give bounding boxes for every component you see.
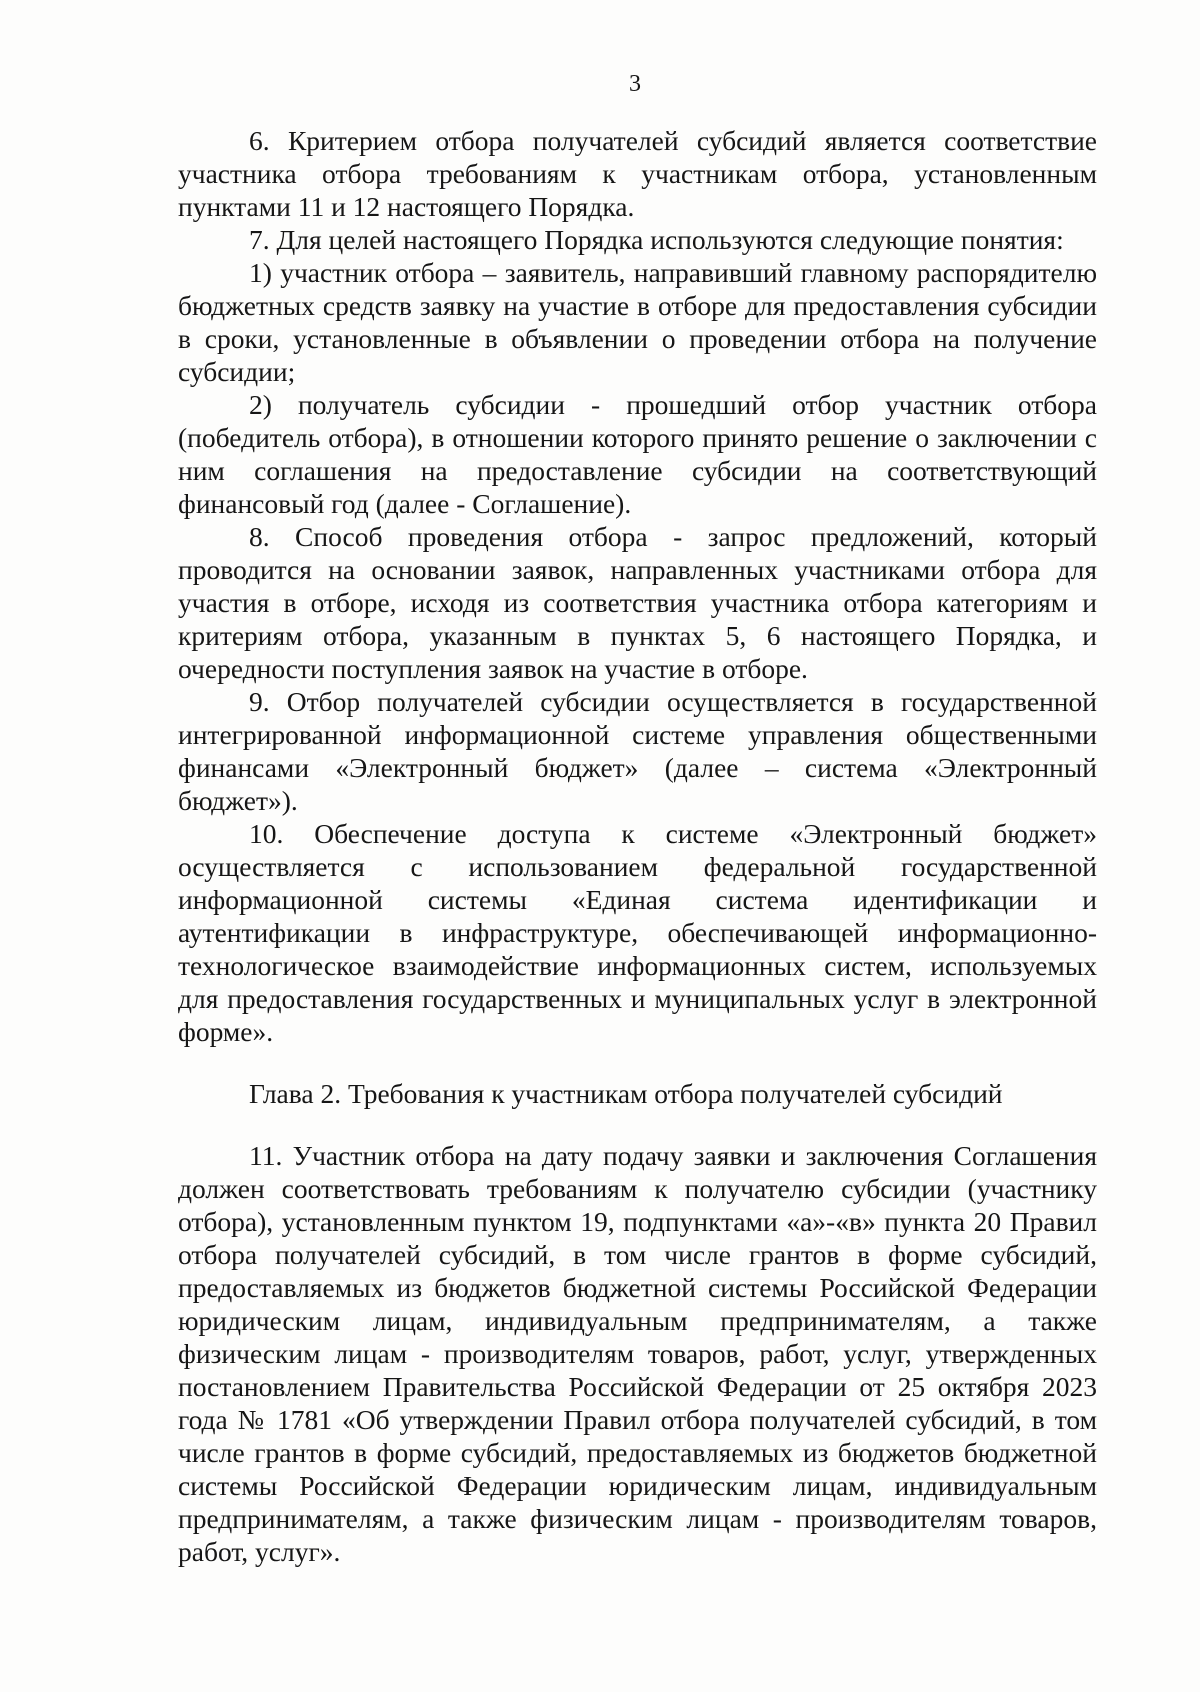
paragraph-selection-system: 9. Отбор получателей субсидии осуществляется в государственной интегрированной информационной системе управления общественными финансами «Электронный бюджет» (далее – система «Электронный бюджет»). [178,686,1097,816]
page-number: 3 [629,71,641,97]
paragraph-definitions-intro: 7. Для целей настоящего Порядка используются следующие понятия: [249,224,1064,255]
paragraph-definition-recipient: 2) получатель субсидии - прошедший отбор участник отбора (победитель отбора), в отношении которого принято решение о заключении с ним соглашения на предоставление субсидии на соответствующий финансовый год (далее - Соглашение). [178,389,1097,519]
document-body [178,124,1097,1568]
paragraph-criterion: 6. Критерием отбора получателей субсидий является соответствие участника отбора требованиям к участникам отбора, установленным пунктами 11 и 12 настоящего Порядка. [178,125,1097,222]
paragraph-definition-participant: 1) участник отбора – заявитель, направивший главному распорядителю бюджетных средств заявку на участие в отборе для предоставления субсидии в сроки, установленные в объявлении о проведении отбора на получение субсидии; [178,257,1097,387]
chapter-heading: Глава 2. Требования к участникам отбора получателей субсидий [249,1078,1003,1109]
paragraph-participant-requirements: 11. Участник отбора на дату подачу заявки и заключения Соглашения должен соответствовать требованиям к получателю субсидии (участнику отбора), установленным пунктом 19, подпунктами «а»-«в» пункта 20 Правил отбора получателей субсидий, в том числе грантов в форме субсидий, предоставляемых из бюджетов бюджетной системы Российской Федерации юридическим лицам, индивидуальным предпринимателям, а также физическим лицам - производителям товаров, работ, услуг, утвержденных постановлением Правительства Российской Федерации от 25 октября 2023 года № 1781 «Об утверждении Правил отбора получателей субсидий, в том числе грантов в форме субсидий, предоставляемых из бюджетов бюджетной системы Российской Федерации юридическим лицам, индивидуальным предпринимателям, а также физическим лицам - производителям товаров, работ, услуг». [178,1140,1097,1567]
paragraph-selection-method: 8. Способ проведения отбора - запрос предложений, который проводится на основании заявок, направленных участниками отбора для участия в отборе, исходя из соответствия участника отбора категориям и критериям отбора, указанным в пунктах 5, 6 настоящего Порядка, и очередности поступления заявок на участие в отборе. [178,521,1097,684]
paragraph-system-access: 10. Обеспечение доступа к системе «Электронный бюджет» осуществляется с использованием федеральной государственной информационной системы «Единая система идентификации и аутентификации в инфраструктуре, обеспечивающей информационно-технологическое взаимодействие информационных систем, используемых для предоставления государственных и муниципальных услуг в электронной форме». [178,818,1097,1047]
